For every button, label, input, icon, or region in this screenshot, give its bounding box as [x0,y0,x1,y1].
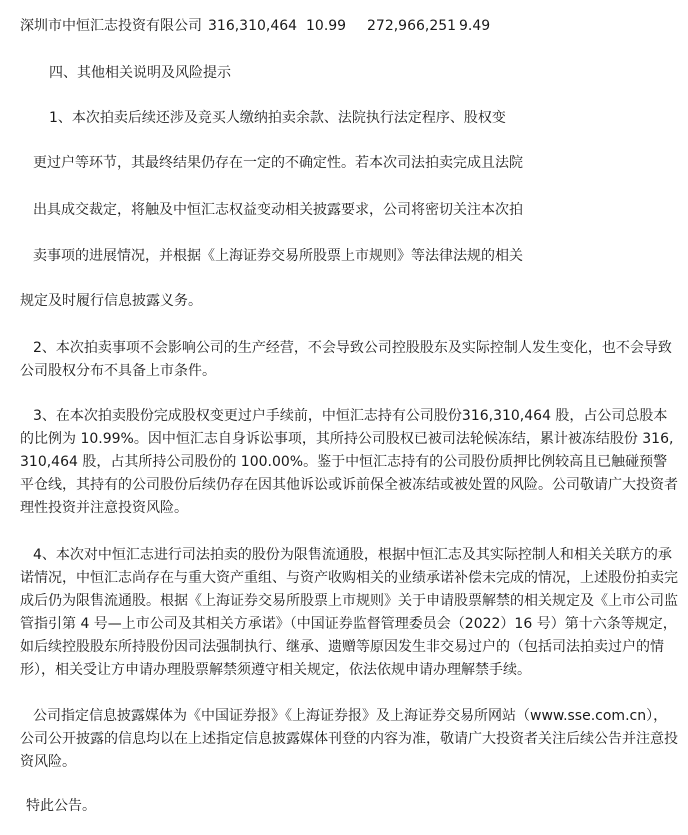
item3-paragraph: 3、在本次拍卖股份完成股权变更过户手续前，中恒汇志持有公司股份316,310,464 股，占公司总股本的比例为 10.99%。因中恒汇志自身诉讼事项，其所持公司股权已被司法轮候冻结，累计被冻结股份 316,310,464 股，占其所持公司股份的 100.00%。鉴于中恒汇志持有的公司股份质押比例较高且已触碰预警平仓线，其持有的公司股份后续仍存在因其他诉讼或诉前保全被冻结或被处置的风险。公司敬请广大投资者理性投资并注意投资风险。 [20,408,678,516]
item1-line3: 出具成交裁定，将触及中恒汇志权益变动相关披露要求，公司将密切关注本次拍 [33,202,523,218]
section-title: 四、其他相关说明及风险提示 [49,65,231,81]
item1-line4: 卖事项的进展情况，并根据《上海证券交易所股票上市规则》等法律法规的相关 [33,248,523,264]
hold-ratio: 10.99 [306,18,347,34]
media-notice-paragraph: 公司指定信息披露媒体为《中国证券报》《上海证券报》及上海证券交易所网站（www.sse.com.cn），公司公开披露的信息均以在上述指定信息披露媒体刊登的内容为准，敬请广大投资者关注后续公告并注意投资风险。 [20,708,678,770]
item1-line2: 更过户等环节，其最终结果仍存在一定的不确定性。若本次司法拍卖完成且法院 [33,155,523,171]
item4-paragraph: 4、本次对中恒汇志进行司法拍卖的股份为限售流通股，根据中恒汇志及其实际控制人和相关关联方的承诺情况，中恒汇志尚存在与重大资产重组、与资产收购相关的业绩承诺补偿未完成的情况，上述股份拍卖完成后仍为限售流通股。根据《上海证券交易所股票上市规则》关于申请股票解禁的相关规定及《上市公司监管指引第 4 号—上市公司及其相关方承诺》（中国证券监督管理委员会（2022）16 号）第十六条等规定，如后续控股股东所持股份因司法强制执行、继承、遗赠等原因发生非交易过户的（包括司法拍卖过户的情形），相关受让方申请办理股票解禁须遵守相关规定，依法依规申请办理解禁手续。 [20,547,678,678]
frozen-ratio: 9.49 [459,18,491,34]
item2-paragraph: 2、本次拍卖事项不会影响公司的生产经营，不会导致公司控股股东及实际控制人发生变化，也不会导致公司股权分布不具备上市条件。 [20,340,672,379]
holder-name: 深圳市中恒汇志投资有限公司 [20,18,202,34]
item1-line1: 1、本次拍卖后续还涉及竞买人缴纳拍卖余款、法院执行法定程序、股权变 [49,110,506,126]
frozen-shares: 272,966,251 [367,18,457,34]
item1-line5: 规定及时履行信息披露义务。 [20,293,202,309]
closing-text: 特此公告。 [26,798,96,814]
shares-held: 316,310,464 [208,18,298,34]
